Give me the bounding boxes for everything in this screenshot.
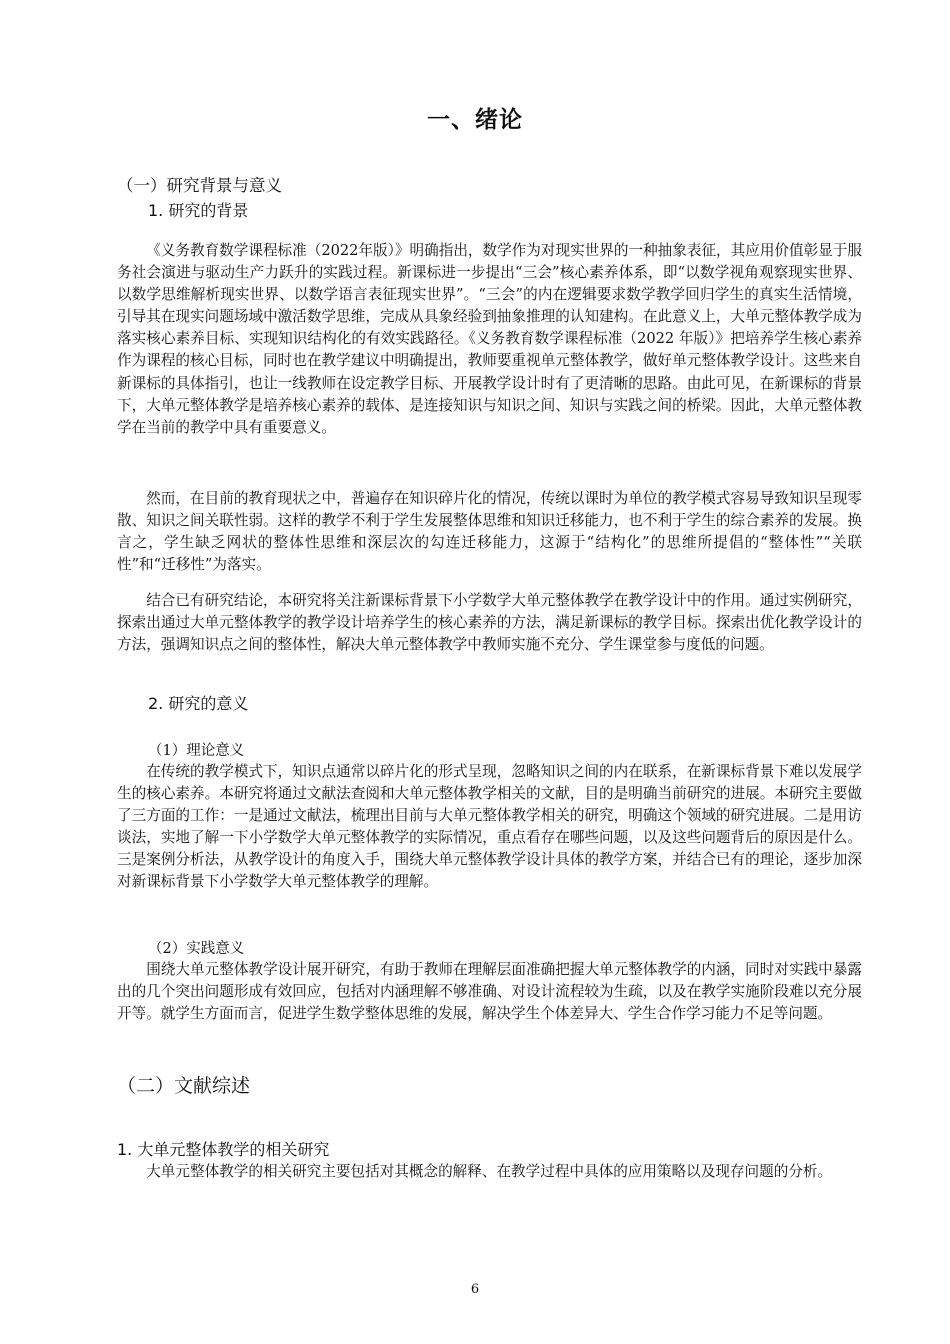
practice-heading: （2）实践意义 <box>148 941 245 957</box>
paragraph-practice: 围绕大单元整体教学设计展开研究，有助于教师在理解层面准确把握大单元整体教学的内涵，同时对实践中暴露出的几个突出问题形成有效回应，包括对内涵理解不够准确、对设计流程较为生疏，以及在教学实施阶段难以充分展开等。就学生方面而言，促进学生数学整体思维的发展，解决学生个体差异大、学生合作学习能力不足等问题。 <box>117 961 862 1023</box>
theory-heading: （1）理论意义 <box>148 743 245 759</box>
paragraph-background-2: 然而，在目前的教育现状之中，普遍存在知识碎片化的情况，传统以课时为单位的教学模式容易导致知识呈现零散、知识之间关联性弱。这样的教学不利于学生发展整体思维和知识迁移能力，也不利于学生的综合素养的发展。换言之，学生缺乏网状的整体性思维和深层次的勾连迁移能力，这源于“结构化”的思维所提倡的“整体性”“关联性”和“迁移性”为落实。 <box>117 490 862 574</box>
page-number: 6 <box>470 1282 480 1297</box>
paragraph-background-1: 《义务教育数学课程标准（2022年版）》明确指出，数学作为对现实世界的一种抽象表征，其应用价值彰显于服务社会演进与驱动生产力跃升的实践过程。新课标进一步提出“三会”核心素养体系，即“以数学视角观察现实世界、以数学思维解析现实世界、以数学语言表征现实世界”。“三会”的内在逻辑要求数学教学回归学生的真实生活情境，引导其在现实问题场域中激活数学思维，完成从具象经验到抽象推理的认知建构。在此意义上，大单元整体教学成为落实核心素养目标、实现知识结构化的有效实践路径。《义务教育数学课程标准（2022 年版）》把培养学生核心素养作为课程的核心目标，同时也在教学建议中明确提出，教师要重视单元整体教学，做好单元整体教学设计。这些来自新课标的具体指引，也让一线教师在设定教学目标、开展教学设计时有了更清晰的思路。由此可见，在新课标的背景下，大单元整体教学是培养核心素养的载体、是连接知识与知识之间、知识与实践之间的桥梁。因此，大单元整体教学在当前的教学中具有重要意义。 <box>117 242 862 436</box>
paragraph-background-3: 结合已有研究结论，本研究将关注新课标背景下小学数学大单元整体教学在教学设计中的作用。通过实例研究，探索出通过大单元整体教学的教学设计培养学生的核心素养的方法，满足新课标的教学目标。探索出优化教学设计的方法，强调知识点之间的整体性，解决大单元整体教学中教师实施不充分、学生课堂参与度低的问题。 <box>117 592 862 654</box>
chapter-title: 一、绪论 <box>427 107 523 133</box>
paragraph-literature: 大单元整体教学的相关研究主要包括对其概念的解释、在教学过程中具体的应用策略以及现存问题的分析。 <box>146 1163 833 1180</box>
subsection-heading-significance: 2. 研究的意义 <box>148 694 249 713</box>
section-heading-literature: （二）文献综述 <box>117 1075 251 1097</box>
section-heading-background: （一）研究背景与意义 <box>117 176 282 195</box>
subsection-heading-literature: 1. 大单元整体教学的相关研究 <box>117 1140 330 1159</box>
subsection-heading-background: 1. 研究的背景 <box>148 201 249 220</box>
paragraph-theory: 在传统的教学模式下，知识点通常以碎片化的形式呈现，忽略知识之间的内在联系，在新课标背景下难以发展学生的核心素养。本研究将通过文献法查阅和大单元整体教学相关的文献，目的是明确当前研究的进展。本研究主要做了三方面的工作：一是通过文献法，梳理出目前与大单元整体教学相关的研究，明确这个领域的研究进展。二是用访谈法，实地了解一下小学数学大单元整体教学的实际情况，重点看存在哪些问题，以及这些问题背后的原因是什么。三是案例分析法，从教学设计的角度入手，围绕大单元整体教学设计具体的教学方案，并结合已有的理论，逐步加深对新课标背景下小学数学大单元整体教学的理解。 <box>117 763 862 891</box>
